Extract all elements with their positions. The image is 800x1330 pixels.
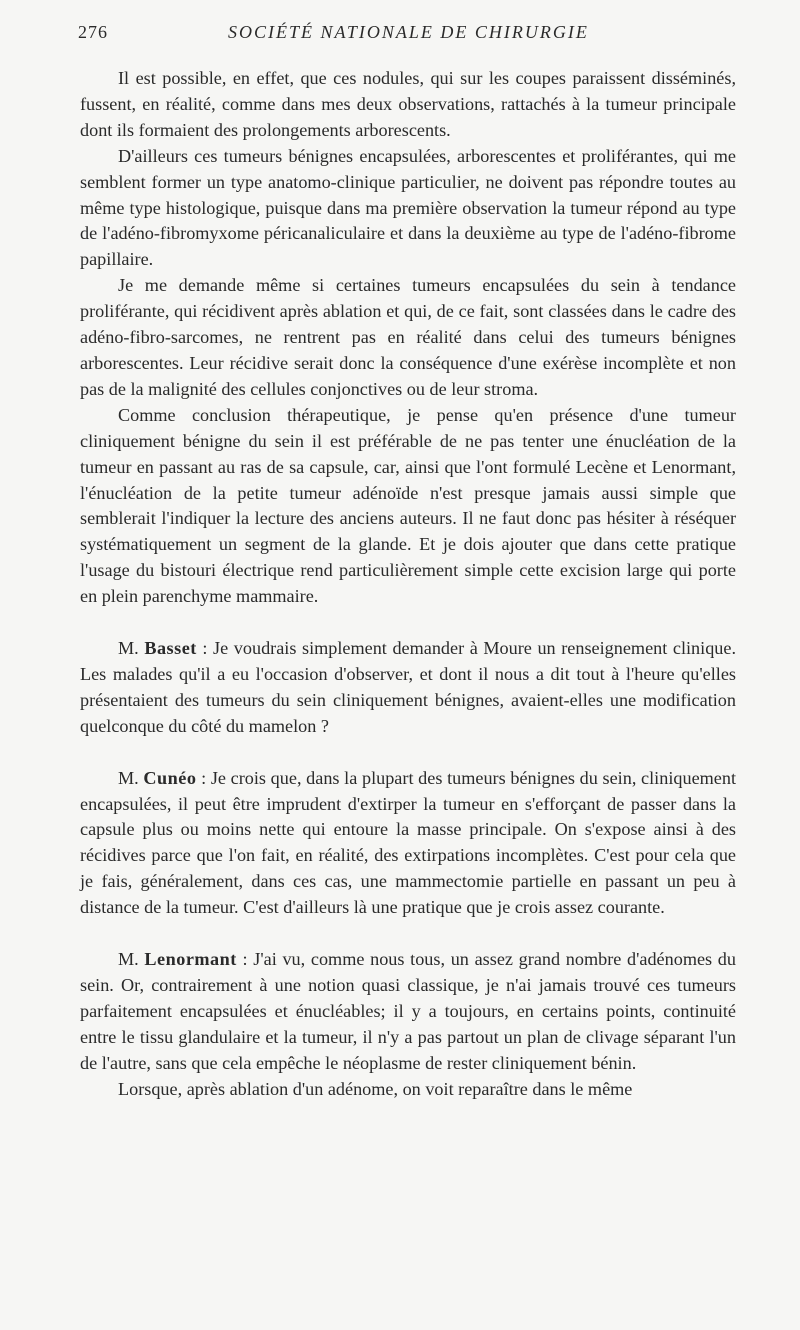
intervention-text: : J'ai vu, comme nous tous, un assez grand nombre d'adénomes du sein. Or, contrairement à une notion quasi classique, je n'ai jamais trouvé ces tumeurs parfaitement encapsulées et énucléables; il y a toujours, en certains points, continuité entre le tissu glandulaire et la tumeur, il n'y a pas partout un plan de clivage séparant l'un de l'autre, sans que cela empêche le néoplasme de rester cliniquement bénin.	[80, 949, 736, 1073]
paragraph: Comme conclusion thérapeutique, je pense qu'en présence d'une tumeur cliniquement bénigne du sein il est préférable de ne pas tenter une énucléation de la tumeur en passant au ras de sa capsule, car, ainsi que l'ont formulé Lecène et Lenormant, l'énucléation de la petite tumeur adénoïde n'est presque jamais aussi simple que semblerait l'indiquer la lecture des anciens auteurs. Il ne faut donc pas hésiter à réséquer systématiquement un segment de la glande. Et je dois ajouter que dans cette pratique l'usage du bistouri électrique rend particulièrement simple cette excision large qui porte en plein parenchyme mammaire.	[80, 404, 736, 607]
speaker-name: Basset	[144, 638, 197, 659]
running-title: SOCIÉTÉ NATIONALE DE CHIRURGIE	[228, 22, 589, 42]
intervention-text: : Je crois que, dans la plupart des tumeurs bénignes du sein, cliniquement encapsulées, il peut être imprudent d'extirper la tumeur en s'efforçant de passer dans la capsule plus ou moins nette qui entoure la masse principale. On s'expose ainsi à des récidives parce que l'on fait, en réalité, des extirpations incomplètes. C'est pour cela que je fais, généralement, dans ces cas, une mammectomie partielle en passant un peu à distance de la tumeur. C'est d'ailleurs là une pratique que je crois assez courante.	[80, 767, 737, 918]
speaker-prefix: M.	[118, 767, 144, 788]
page-number: 276	[78, 22, 108, 42]
body-text	[80, 66, 736, 1103]
speaker-prefix: M.	[118, 949, 145, 970]
speaker-name: Lenormant	[144, 949, 237, 970]
speaker-name: Cunéo	[143, 767, 197, 788]
speaker-prefix: M.	[118, 638, 145, 659]
intervention-lenormant	[80, 947, 736, 1077]
intervention-text: : Je voudrais simplement demander à Moure un renseignement clinique. Les malades qu'il a eu l'occasion d'observer, et dont il nous a dit tout à l'heure qu'elles présentaient des tumeurs du sein cliniquement bénignes, avaient-elles une modification quelconque du côté du mamelon ?	[80, 638, 737, 736]
paragraph: Je me demande même si certaines tumeurs encapsulées du sein à tendance proliférante, qui récidivent après ablation et qui, de ce fait, sont classées dans le cadre des adéno-fibro-sarcomes, ne rentrent pas en réalité dans celui des tumeurs bénignes arborescentes. Leur récidive serait donc la conséquence d'une exérèse incomplète et non pas de la malignité des cellules conjonctives ou de leur stroma.	[80, 275, 736, 399]
intervention-basset	[80, 636, 736, 740]
paragraph: D'ailleurs ces tumeurs bénignes encapsulées, arborescentes et proliférantes, qui me semblent former un type anatomo-clinique particulier, ne doivent pas répondre toutes au même type histologique, puisque dans ma première observation la tumeur répond au type de l'adéno-fibromyxome péricanaliculaire et dans la deuxième au type de l'adéno-fibrome papillaire.	[80, 145, 736, 270]
paragraph-final: Lorsque, après ablation d'un adénome, on voit reparaître dans le même	[118, 1078, 633, 1099]
page-header	[78, 22, 760, 48]
paragraph: Il est possible, en effet, que ces nodules, qui sur les coupes paraissent disséminés, fussent, en réalité, comme dans mes deux observations, rattachés à la tumeur principale dont ils formaient des prolongements arborescents.	[80, 68, 736, 140]
intervention-cuneo	[80, 766, 736, 921]
